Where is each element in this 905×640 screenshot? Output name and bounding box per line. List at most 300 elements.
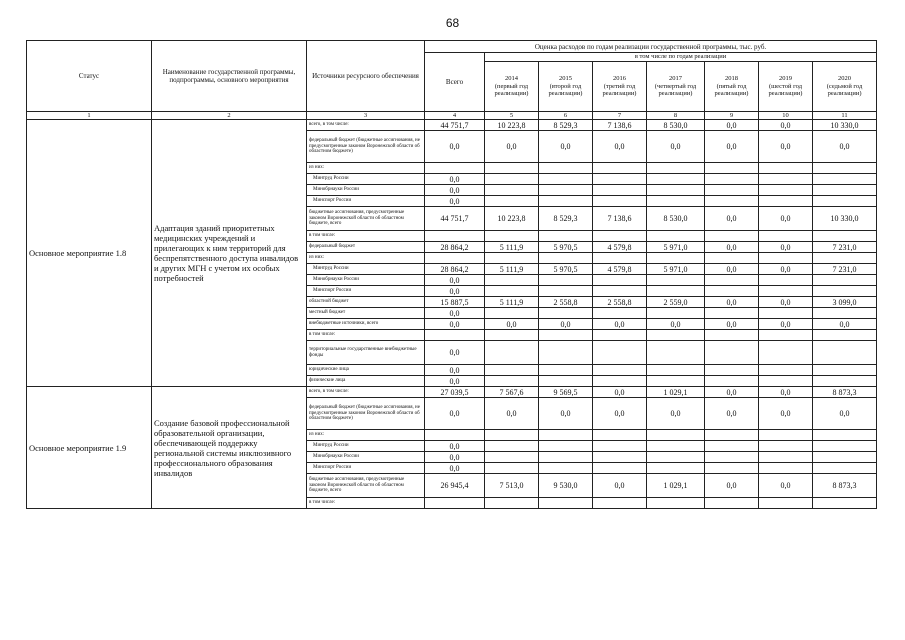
year-value-cell — [485, 498, 539, 509]
year-value-cell: 1 029,1 — [647, 387, 705, 398]
year-value-cell — [759, 365, 813, 376]
year-value-cell — [759, 452, 813, 463]
header-year-label: (третий год реализации) — [602, 82, 637, 98]
year-value-cell — [705, 452, 759, 463]
year-value-cell — [485, 441, 539, 452]
funding-source-cell: в том числе: — [307, 330, 425, 341]
year-value-cell: 5 111,9 — [485, 242, 539, 253]
year-value-cell — [759, 441, 813, 452]
funding-source-cell: всего, в том числе: — [307, 387, 425, 398]
total-value-cell: 0,0 — [425, 308, 485, 319]
year-value-cell — [539, 365, 593, 376]
year-value-cell: 0,0 — [647, 398, 705, 430]
year-value-cell: 5 970,5 — [539, 242, 593, 253]
year-value-cell — [759, 253, 813, 264]
year-value-cell — [539, 341, 593, 365]
year-value-cell: 0,0 — [759, 387, 813, 398]
total-value-cell: 0,0 — [425, 452, 485, 463]
year-value-cell — [647, 330, 705, 341]
header-year-label: (второй год реализации) — [548, 82, 583, 98]
year-value-cell — [705, 231, 759, 242]
header-year-number: 2015 — [559, 75, 572, 83]
year-value-cell — [705, 441, 759, 452]
header-year-number: 2019 — [779, 75, 792, 83]
year-value-cell: 2 558,8 — [539, 297, 593, 308]
year-value-cell: 8 873,3 — [813, 387, 877, 398]
header-name: Наименование государственной программы, подпрограммы, основного мероприятия — [152, 41, 307, 112]
year-value-cell — [539, 498, 593, 509]
year-value-cell — [705, 308, 759, 319]
year-value-cell: 0,0 — [759, 242, 813, 253]
year-value-cell — [705, 163, 759, 174]
year-value-cell: 8 530,0 — [647, 207, 705, 231]
year-value-cell — [813, 498, 877, 509]
year-value-cell — [647, 308, 705, 319]
year-value-cell — [593, 430, 647, 441]
year-value-cell: 5 971,0 — [647, 264, 705, 275]
column-number: 5 — [485, 112, 539, 120]
total-value-cell: 44 751,7 — [425, 120, 485, 131]
year-value-cell — [759, 231, 813, 242]
funding-source-cell: бюджетные ассигнования, предусмотренные законом Воронежской области об областном бюджете, всего — [307, 474, 425, 498]
year-value-cell: 0,0 — [813, 131, 877, 163]
header-year-number: 2018 — [725, 75, 738, 83]
year-value-cell: 5 970,5 — [539, 264, 593, 275]
year-value-cell — [813, 308, 877, 319]
year-value-cell — [593, 163, 647, 174]
year-value-cell: 0,0 — [485, 131, 539, 163]
header-year-number: 2016 — [613, 75, 626, 83]
year-value-cell — [647, 231, 705, 242]
total-value-cell — [425, 430, 485, 441]
year-value-cell: 3 099,0 — [813, 297, 877, 308]
year-value-cell: 8 873,3 — [813, 474, 877, 498]
total-value-cell: 0,0 — [425, 275, 485, 286]
header-year-label: (четвертый год реализации) — [654, 82, 697, 98]
year-value-cell — [813, 376, 877, 387]
funding-source-cell: областной бюджет — [307, 297, 425, 308]
year-value-cell — [539, 330, 593, 341]
year-value-cell — [705, 341, 759, 365]
table-row — [27, 387, 877, 398]
year-value-cell: 0,0 — [485, 319, 539, 330]
year-value-cell — [485, 430, 539, 441]
year-value-cell: 10 330,0 — [813, 207, 877, 231]
header-year-2015 — [539, 62, 593, 112]
funding-source-cell: бюджетные ассигнования, предусмотренные законом Воронежской области об областном бюджете, всего — [307, 207, 425, 231]
year-value-cell: 5 111,9 — [485, 297, 539, 308]
year-value-cell — [593, 174, 647, 185]
year-value-cell — [647, 185, 705, 196]
year-value-cell — [705, 365, 759, 376]
year-value-cell — [647, 376, 705, 387]
header-year-2019 — [759, 62, 813, 112]
year-value-cell — [759, 275, 813, 286]
year-value-cell — [705, 430, 759, 441]
header-year-2014 — [485, 62, 539, 112]
year-value-cell — [485, 185, 539, 196]
header-year-2016 — [593, 62, 647, 112]
year-value-cell — [593, 286, 647, 297]
header-year-2018 — [705, 62, 759, 112]
year-value-cell — [593, 196, 647, 207]
year-value-cell: 10 223,8 — [485, 120, 539, 131]
year-value-cell — [593, 231, 647, 242]
year-value-cell: 4 579,8 — [593, 242, 647, 253]
year-value-cell — [813, 196, 877, 207]
year-value-cell — [485, 163, 539, 174]
year-value-cell: 0,0 — [759, 264, 813, 275]
funding-source-cell: физические лица — [307, 376, 425, 387]
budget-table — [26, 40, 877, 509]
header-by-year: в том числе по годам реализации — [485, 53, 877, 62]
year-value-cell — [539, 441, 593, 452]
year-value-cell: 0,0 — [593, 131, 647, 163]
year-value-cell — [593, 376, 647, 387]
year-value-cell — [813, 452, 877, 463]
year-value-cell — [813, 231, 877, 242]
funding-source-cell: федеральный бюджет (бюджетные ассигнования, не предусмотренные законом Воронежской области об областном бюджете) — [307, 131, 425, 163]
funding-source-cell: Минобрнауки России — [307, 452, 425, 463]
year-value-cell: 0,0 — [485, 398, 539, 430]
header-year-number: 2020 — [838, 75, 852, 83]
year-value-cell — [759, 185, 813, 196]
year-value-cell — [593, 341, 647, 365]
year-value-cell: 10 330,0 — [813, 120, 877, 131]
year-value-cell: 0,0 — [539, 398, 593, 430]
year-value-cell — [705, 286, 759, 297]
total-value-cell — [425, 253, 485, 264]
funding-source-cell: Минобрнауки России — [307, 185, 425, 196]
year-value-cell — [593, 308, 647, 319]
year-value-cell: 7 513,0 — [485, 474, 539, 498]
year-value-cell: 0,0 — [759, 297, 813, 308]
column-number: 11 — [813, 112, 877, 120]
status-cell: Основное мероприятие 1.8 — [27, 120, 152, 387]
year-value-cell: 0,0 — [705, 207, 759, 231]
year-value-cell: 0,0 — [539, 319, 593, 330]
year-value-cell — [593, 441, 647, 452]
year-value-cell — [539, 185, 593, 196]
column-number: 6 — [539, 112, 593, 120]
year-value-cell — [647, 452, 705, 463]
year-value-cell — [485, 308, 539, 319]
year-value-cell: 7 231,0 — [813, 242, 877, 253]
header-status: Статус — [27, 41, 152, 112]
total-value-cell: 28 864,2 — [425, 242, 485, 253]
year-value-cell — [593, 365, 647, 376]
year-value-cell — [647, 286, 705, 297]
funding-source-cell: в том числе: — [307, 498, 425, 509]
year-value-cell — [539, 163, 593, 174]
year-value-cell: 0,0 — [705, 131, 759, 163]
year-value-cell — [705, 330, 759, 341]
year-value-cell: 0,0 — [705, 242, 759, 253]
year-value-cell: 0,0 — [705, 387, 759, 398]
total-value-cell: 27 039,5 — [425, 387, 485, 398]
year-value-cell — [593, 498, 647, 509]
year-value-cell — [647, 341, 705, 365]
year-value-cell: 0,0 — [593, 398, 647, 430]
program-name-cell: Адаптация зданий приоритетных медицинских учреждений и прилегающих к ним территорий для беспрепятственного доступа инвалидов и других МГН с учетом их особых потребностей — [152, 120, 307, 387]
column-number: 10 — [759, 112, 813, 120]
funding-source-cell: из них: — [307, 253, 425, 264]
year-value-cell: 8 529,3 — [539, 207, 593, 231]
column-number: 8 — [647, 112, 705, 120]
year-value-cell: 8 530,0 — [647, 120, 705, 131]
year-value-cell — [647, 430, 705, 441]
total-value-cell: 15 887,5 — [425, 297, 485, 308]
year-value-cell: 2 559,0 — [647, 297, 705, 308]
year-value-cell — [759, 286, 813, 297]
year-value-cell — [539, 430, 593, 441]
funding-source-cell: всего, в том числе: — [307, 120, 425, 131]
year-value-cell — [539, 376, 593, 387]
year-value-cell — [647, 275, 705, 286]
year-value-cell — [647, 174, 705, 185]
table-row — [27, 120, 877, 131]
year-value-cell — [593, 253, 647, 264]
total-value-cell: 28 864,2 — [425, 264, 485, 275]
page-number: 68 — [445, 16, 460, 30]
year-value-cell — [705, 196, 759, 207]
year-value-cell — [813, 463, 877, 474]
year-value-cell: 0,0 — [705, 120, 759, 131]
total-value-cell: 0,0 — [425, 131, 485, 163]
funding-source-cell: в том числе: — [307, 231, 425, 242]
year-value-cell — [593, 463, 647, 474]
year-value-cell — [485, 196, 539, 207]
year-value-cell — [593, 330, 647, 341]
year-value-cell — [705, 275, 759, 286]
column-number: 1 — [27, 112, 152, 120]
header-year-number: 2014 — [505, 75, 518, 83]
total-value-cell — [425, 163, 485, 174]
funding-source-cell: из них: — [307, 430, 425, 441]
year-value-cell — [759, 308, 813, 319]
column-number: 2 — [152, 112, 307, 120]
column-number: 4 — [425, 112, 485, 120]
year-value-cell: 0,0 — [593, 319, 647, 330]
total-value-cell: 44 751,7 — [425, 207, 485, 231]
year-value-cell — [539, 196, 593, 207]
year-value-cell — [813, 330, 877, 341]
year-value-cell — [539, 231, 593, 242]
column-numbers-row — [27, 112, 877, 120]
year-value-cell: 7 567,6 — [485, 387, 539, 398]
year-value-cell — [647, 441, 705, 452]
year-value-cell — [485, 330, 539, 341]
year-value-cell — [705, 185, 759, 196]
total-value-cell — [425, 498, 485, 509]
table-header — [27, 41, 877, 112]
year-value-cell — [759, 463, 813, 474]
funding-source-cell: Минтруд России — [307, 174, 425, 185]
funding-source-cell: федеральный бюджет — [307, 242, 425, 253]
funding-source-cell: Минтруд России — [307, 264, 425, 275]
year-value-cell — [813, 365, 877, 376]
year-value-cell — [813, 441, 877, 452]
year-value-cell — [705, 463, 759, 474]
year-value-cell — [759, 174, 813, 185]
year-value-cell — [485, 174, 539, 185]
header-year-number: 2017 — [669, 75, 682, 83]
year-value-cell: 0,0 — [759, 120, 813, 131]
year-value-cell — [759, 196, 813, 207]
total-value-cell — [425, 231, 485, 242]
year-value-cell — [647, 163, 705, 174]
year-value-cell — [759, 376, 813, 387]
year-value-cell — [539, 275, 593, 286]
year-value-cell — [485, 286, 539, 297]
header-year-label: (шестой год реализации) — [768, 82, 803, 98]
year-value-cell — [647, 463, 705, 474]
total-value-cell: 0,0 — [425, 185, 485, 196]
column-number: 7 — [593, 112, 647, 120]
funding-source-cell: Минтруд России — [307, 441, 425, 452]
header-total: Всего — [425, 53, 485, 112]
year-value-cell — [647, 498, 705, 509]
year-value-cell — [485, 275, 539, 286]
year-value-cell: 0,0 — [593, 387, 647, 398]
year-value-cell: 0,0 — [759, 131, 813, 163]
funding-source-cell: территориальные государственные внебюджетные фонды — [307, 341, 425, 365]
funding-source-cell: Минспорт России — [307, 196, 425, 207]
year-value-cell — [539, 463, 593, 474]
year-value-cell: 0,0 — [813, 398, 877, 430]
year-value-cell — [705, 174, 759, 185]
year-value-cell — [705, 498, 759, 509]
year-value-cell: 9 530,0 — [539, 474, 593, 498]
year-value-cell: 0,0 — [647, 131, 705, 163]
year-value-cell — [485, 253, 539, 264]
year-value-cell — [705, 376, 759, 387]
year-value-cell — [485, 365, 539, 376]
year-value-cell: 0,0 — [759, 207, 813, 231]
year-value-cell — [813, 185, 877, 196]
year-value-cell: 0,0 — [759, 474, 813, 498]
year-value-cell: 0,0 — [759, 398, 813, 430]
year-value-cell — [539, 286, 593, 297]
year-value-cell: 7 231,0 — [813, 264, 877, 275]
year-value-cell: 0,0 — [593, 474, 647, 498]
year-value-cell: 8 529,3 — [539, 120, 593, 131]
header-year-2020 — [813, 62, 877, 112]
year-value-cell: 5 971,0 — [647, 242, 705, 253]
funding-source-cell: Минобрнауки России — [307, 275, 425, 286]
status-cell: Основное мероприятие 1.9 — [27, 387, 152, 509]
header-sources: Источники ресурсного обеспечения — [307, 41, 425, 112]
year-value-cell — [759, 430, 813, 441]
year-value-cell — [759, 163, 813, 174]
year-value-cell — [539, 174, 593, 185]
year-value-cell — [813, 174, 877, 185]
year-value-cell: 0,0 — [705, 319, 759, 330]
year-value-cell — [705, 253, 759, 264]
header-year-label: (седьмой год реализации) — [826, 82, 863, 98]
year-value-cell — [813, 286, 877, 297]
funding-source-cell: местный бюджет — [307, 308, 425, 319]
total-value-cell: 0,0 — [425, 174, 485, 185]
year-value-cell: 5 111,9 — [485, 264, 539, 275]
total-value-cell: 0,0 — [425, 341, 485, 365]
year-value-cell — [593, 452, 647, 463]
year-value-cell — [485, 452, 539, 463]
funding-source-cell: Минспорт России — [307, 463, 425, 474]
funding-source-cell: Минспорт России — [307, 286, 425, 297]
year-value-cell: 1 029,1 — [647, 474, 705, 498]
header-year-2017 — [647, 62, 705, 112]
year-value-cell — [813, 253, 877, 264]
funding-source-cell: федеральный бюджет (бюджетные ассигнования, не предусмотренные законом Воронежской области об областном бюджете) — [307, 398, 425, 430]
year-value-cell — [647, 253, 705, 264]
year-value-cell — [485, 376, 539, 387]
funding-source-cell: из них: — [307, 163, 425, 174]
year-value-cell — [647, 196, 705, 207]
year-value-cell — [759, 330, 813, 341]
year-value-cell — [813, 430, 877, 441]
total-value-cell: 26 945,4 — [425, 474, 485, 498]
total-value-cell: 0,0 — [425, 319, 485, 330]
year-value-cell: 10 223,8 — [485, 207, 539, 231]
total-value-cell: 0,0 — [425, 196, 485, 207]
year-value-cell — [593, 275, 647, 286]
funding-source-cell: юридические лица — [307, 365, 425, 376]
year-value-cell: 0,0 — [705, 264, 759, 275]
total-value-cell — [425, 330, 485, 341]
year-value-cell — [759, 498, 813, 509]
year-value-cell: 0,0 — [705, 398, 759, 430]
year-value-cell: 4 579,8 — [593, 264, 647, 275]
year-value-cell — [813, 275, 877, 286]
year-value-cell: 0,0 — [647, 319, 705, 330]
year-value-cell — [539, 308, 593, 319]
year-value-cell — [485, 463, 539, 474]
year-value-cell: 7 138,6 — [593, 207, 647, 231]
year-value-cell — [593, 185, 647, 196]
funding-source-cell: внебюджетные источники, всего — [307, 319, 425, 330]
header-estimate: Оценка расходов по годам реализации государственной программы, тыс. руб. — [425, 41, 877, 53]
year-value-cell: 0,0 — [759, 319, 813, 330]
year-value-cell — [759, 341, 813, 365]
year-value-cell: 9 569,5 — [539, 387, 593, 398]
column-number: 9 — [705, 112, 759, 120]
year-value-cell — [485, 231, 539, 242]
year-value-cell: 2 558,8 — [593, 297, 647, 308]
total-value-cell: 0,0 — [425, 376, 485, 387]
column-number: 3 — [307, 112, 425, 120]
program-name-cell: Создание базовой профессиональной образовательной организации, обеспечивающей поддержку региональной системы инклюзивного профессионального образования инвалидов — [152, 387, 307, 509]
year-value-cell — [485, 341, 539, 365]
year-value-cell: 7 138,6 — [593, 120, 647, 131]
total-value-cell: 0,0 — [425, 286, 485, 297]
year-value-cell — [647, 365, 705, 376]
year-value-cell: 0,0 — [813, 319, 877, 330]
year-value-cell: 0,0 — [705, 474, 759, 498]
header-year-label: (первый год реализации) — [494, 82, 529, 98]
total-value-cell: 0,0 — [425, 463, 485, 474]
total-value-cell: 0,0 — [425, 398, 485, 430]
year-value-cell — [813, 341, 877, 365]
year-value-cell — [539, 452, 593, 463]
year-value-cell: 0,0 — [539, 131, 593, 163]
total-value-cell: 0,0 — [425, 365, 485, 376]
year-value-cell — [813, 163, 877, 174]
total-value-cell: 0,0 — [425, 441, 485, 452]
header-year-label: (пятый год реализации) — [714, 82, 749, 98]
year-value-cell: 0,0 — [705, 297, 759, 308]
year-value-cell — [539, 253, 593, 264]
